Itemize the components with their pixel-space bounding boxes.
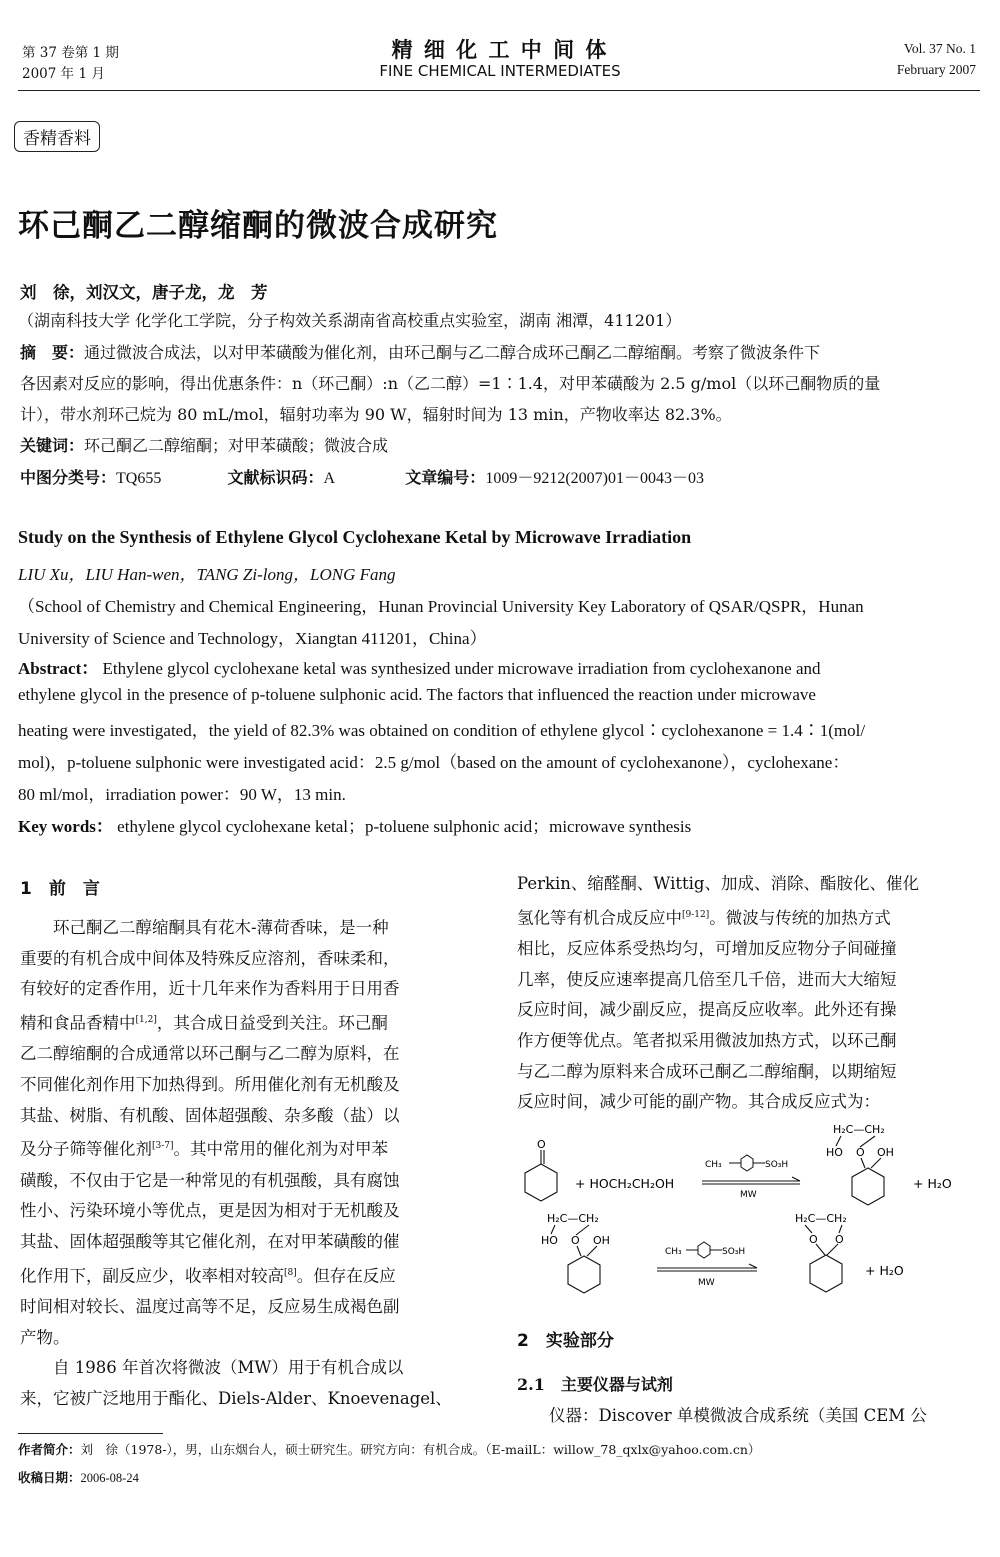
abstract-en-line2: ethylene glycol in the presence of p-toluene sulphonic acid. The factors that influenced the reaction under microwave	[18, 685, 816, 704]
abstract-en-line3: heating were investigated，the yield of 82.3% was obtained on condition of ethylene glycol∶cyclohexanone = 1.4∶1(mol/	[18, 721, 866, 740]
volume-cn: 第 37 卷第 1 期	[22, 45, 119, 61]
volume-en: Vol. 37 No. 1	[903, 41, 976, 56]
reaction-arrow-1	[702, 1177, 800, 1184]
svg-text:+ H₂O: + H₂O	[913, 1176, 952, 1191]
section1-body: 环己酮乙二醇缩酮具有花木-薄荷香味，是一种 重要的有机合成中间体及特殊反应溶剂，香味柔和， 有较好的定香作用，近十几年来作为香料用于日用香 精和食品香精中[1,2]，其合成日益受到关注。环己酮 乙二醇缩酮的合成通常以环己酮与乙二醇为原料，在 不同催化剂作用下加热得到。所用催化剂有无机酸及 其盐、树脂、有机酸、固体超强酸、杂多酸（盐）以 及分子筛等催化剂[3-7]。其中常用的催化剂为对甲苯 磺酸，不仅由于它是一种常见的有机强酸，具有腐蚀 性小、污染环境小等优点，更是因为相对于无机酸及 其盐、固体超强酸等其它催化剂，在对甲苯磺酸的催 化作用下，副反应少，收率相对较高[8]。但存在反应 时间相对较长、温度过高等不足，反应易生成褐色副 产物。 自 1986 年首次将微波（MW）用于有机合成以 来，它被广泛地用于酯化、Diels-Alder、Knoevenagel、	[20, 918, 452, 1409]
section2-heading: 2 实验部分	[517, 1331, 614, 1351]
svg-text:SO₃H: SO₃H	[765, 1160, 789, 1170]
date-en: February 2007	[896, 62, 976, 77]
keywords-cn: 关键词：环己酮乙二醇缩酮；对甲苯磺酸；微波合成	[20, 436, 389, 455]
ptsa-catalyst-2	[686, 1242, 722, 1258]
svg-text:OH: OH	[593, 1234, 610, 1247]
svg-text:CH₃: CH₃	[705, 1160, 722, 1170]
citation-ref[interactable]: [9-12]	[682, 909, 710, 920]
affiliation-en-line1: （School of Chemistry and Chemical Engineering，Hunan Provincial University Key Laboratory of QSAR/QSPR，Hunan	[18, 597, 864, 616]
citation-ref[interactable]: [8]	[284, 1267, 297, 1278]
header-rule	[18, 90, 980, 91]
received-date: 收稿日期：2006-08-24	[18, 1470, 139, 1485]
right-column-body: Perkin、缩醛酮、Wittig、加成、消除、酯胺化、催化 氢化等有机合成反应中[9-12]。微波与传统的加热方式 相比，反应体系受热均匀，可增加反应物分子间碰撞 几率，使反应速率提高几倍至几千倍，进而大大缩短 反应时间，减少副反应，提高反应收率。此外还有操 作方便等优点。笔者拟采用微波加热方式，以环己酮 与乙二醇为原料来合成环己酮乙二醇缩酮，以期缩短 反应时间，减少可能的副产物。其合成反应式为：	[517, 874, 919, 1112]
affiliation-cn: （湖南科技大学 化学化工学院，分子构效关系湖南省高校重点实验室，湖南 湘潭，411201）	[18, 311, 682, 330]
abstract-cn-line1: 摘 要：通过微波合成法，以对甲苯磺酸为催化剂，由环己酮与乙二醇合成环己酮乙二醇缩酮。考察了微波条件下	[20, 343, 821, 362]
journal-title-en: FINE CHEMICAL INTERMEDIATES	[379, 62, 621, 80]
ptsa-catalyst-1	[729, 1155, 765, 1171]
abstract-en-line4: mol)，p-toluene sulphonic were investigated acid：2.5 g/mol（based on the amount of cyclohexanone），cyclohexane：	[18, 753, 850, 772]
reaction-scheme	[515, 1122, 980, 1312]
paper-title-cn: 环己酮乙二醇缩酮的微波合成研究	[18, 208, 498, 244]
svg-text:MW: MW	[698, 1278, 715, 1288]
svg-text:H₂C—CH₂: H₂C—CH₂	[833, 1123, 885, 1136]
svg-text:HO: HO	[541, 1234, 558, 1247]
journal-title-cn: 精 细 化 工 中 间 体	[391, 37, 609, 62]
cyclohexanone-structure	[525, 1150, 557, 1201]
date-cn: 2007 年 1 月	[22, 66, 105, 82]
svg-text:O: O	[809, 1233, 818, 1246]
abstract-en-line5: 80 ml/mol，irradiation power：90 W，13 min.	[18, 785, 346, 804]
author-bio: 作者简介：刘 徐（1978-），男，山东烟台人，硕士研究生。研究方向：有机合成。（E-mailL：willow_78_qxlx@yahoo.com.cn）	[18, 1442, 761, 1457]
svg-text:OH: OH	[877, 1146, 894, 1159]
svg-text:H₂C—CH₂: H₂C—CH₂	[795, 1212, 847, 1225]
abstract-cn-line3: 计），带水剂环己烷为 80 mL/mol，辐射功率为 90 W，辐射时间为 13 min，产物收率达 82.3%。	[20, 405, 732, 424]
svg-text:CH₃: CH₃	[665, 1247, 682, 1257]
section-tag: 香精香料	[14, 121, 100, 152]
svg-text:H₂C—CH₂: H₂C—CH₂	[547, 1212, 599, 1225]
svg-text:O: O	[571, 1234, 580, 1247]
citation-ref[interactable]: [1,2]	[135, 1015, 157, 1026]
abstract-en-line1: Abstract： Ethylene glycol cyclohexane ketal was synthesized under microwave irradiation from cyclohexanone and	[18, 659, 821, 678]
authors-cn: 刘 徐，刘汉文，唐子龙，龙 芳	[20, 283, 268, 302]
svg-text:O: O	[835, 1233, 844, 1246]
authors-en: LIU Xu，LIU Han-wen，TANG Zi-long，LONG Fang	[18, 565, 396, 584]
footnote-rule	[18, 1433, 163, 1434]
section2-1-heading: 2.1 主要仪器与试剂	[517, 1375, 673, 1394]
carbonyl-o-label: O	[537, 1138, 546, 1151]
instrument-line: 仪器：Discover 单模微波合成系统（美国 CEM 公	[549, 1406, 927, 1425]
svg-text:MW: MW	[740, 1190, 757, 1200]
svg-text:HO: HO	[826, 1146, 843, 1159]
citation-ref[interactable]: [3-7]	[152, 1141, 174, 1152]
svg-text:O: O	[856, 1146, 865, 1159]
section1-heading: 1 前 言	[20, 879, 100, 899]
abstract-cn-line2: 各因素对反应的影响，得出优惠条件：n（环己酮）:n（乙二醇）=1∶1.4，对甲苯磺酸为 2.5 g/mol（以环己酮物质的量	[20, 374, 881, 393]
keywords-en: Key words： ethylene glycol cyclohexane ketal；p-toluene sulphonic acid；microwave synthesis	[18, 817, 692, 836]
paper-title-en: Study on the Synthesis of Ethylene Glycol Cyclohexane Ketal by Microwave Irradiation	[18, 527, 692, 547]
classification-line: 中图分类号：TQ655 文献标识码：A 文章编号：1009－9212(2007)01－0043－03	[20, 468, 704, 487]
reaction-arrow-2	[657, 1264, 757, 1271]
svg-text:SO₃H: SO₃H	[722, 1247, 746, 1257]
glycol-reagent: + HOCH₂CH₂OH	[575, 1176, 675, 1191]
affiliation-en-line2: University of Science and Technology，Xiangtan 411201，China）	[18, 629, 487, 648]
svg-text:+ H₂O: + H₂O	[865, 1263, 904, 1278]
abstract-cn-label: 摘 要：	[20, 343, 85, 362]
